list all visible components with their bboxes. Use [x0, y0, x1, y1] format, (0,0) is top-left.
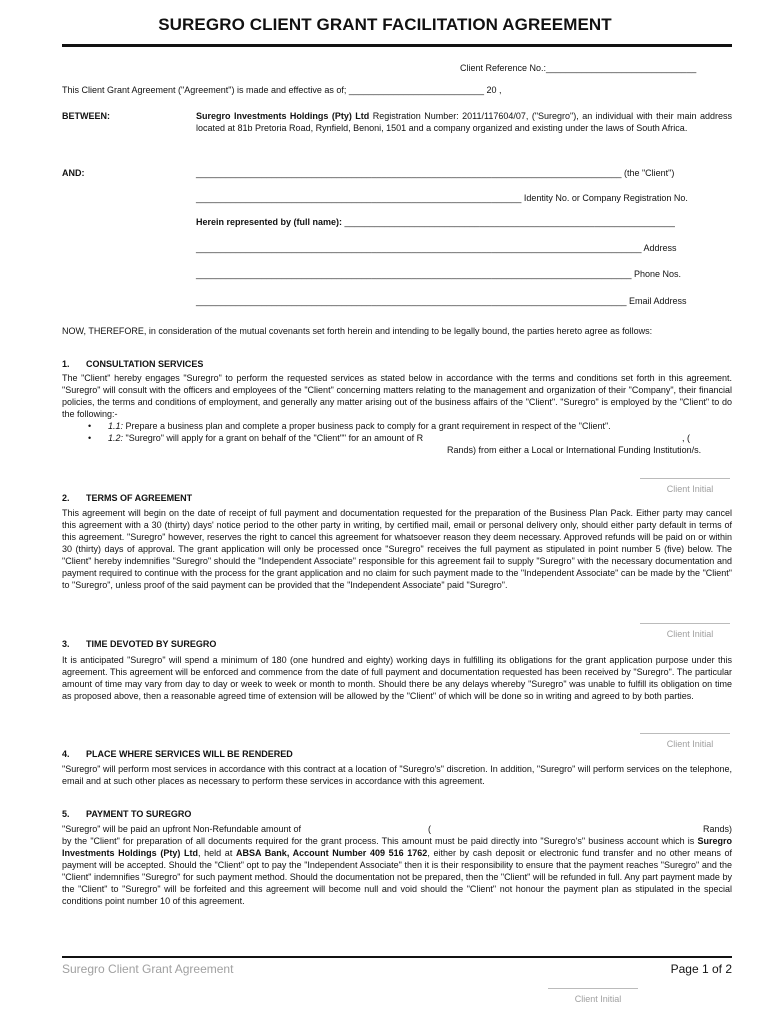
and-label: AND: [62, 168, 85, 178]
made-effective-line: This Client Grant Agreement ("Agreement") is made and effective as of; ___________________________ 20 , [62, 85, 502, 95]
bullet-1-2-text: "Suregro" will apply for a grant on behalf of the "Client"" for an amount of R [123, 433, 424, 443]
suregro-name: Suregro Investments Holdings (Pty) Ltd [196, 111, 370, 121]
section-5-body [62, 835, 732, 907]
section-5-heading [62, 808, 191, 820]
section-1-body: The "Client" hereby engages "Suregro" to perform the requested services as stated below in accordance with the terms and conditions set forth in this agreement. "Suregro" will consult with the officers and employees of the "Client" concerning matters relating to the management and organization of their "Company", their financial policies, the terms and conditions of employment, and generally any matter arising out of the business affairs of the "Client". "Suregro" is employed by the "Client" to do the following:- [62, 373, 732, 419]
client-initial-3-label: Client Initial [666, 739, 714, 749]
section-3-number: 3. [62, 639, 70, 649]
section-1-heading [62, 358, 203, 370]
section-2-body: This agreement will begin on the date of receipt of full payment and documentation requested for the preparation of the Business Plan Pack. Either party may cancel this agreement with a 30 (thirty) days' notice period to the other party in writing, by certified mail, email or personal delivery only, should either party default in terms of this agreement. "Suregro" however, reserves the right to cancel this agreement for whatsoever reason they deem necessary. Approved refunds will be paid on or within 30 (thirty) days of approval. The grant application will only be processed once "Suregro" receives the full payment as stipulated in point number 5 (five) below. The "Client" hereby indemnifies "Suregro" should the "Independent Associate" responsible for this agreement fail to supply "Suregro" with the necessary documentation and payment required to continue with the process for the grant application and no claim for such payment made to the "Independent Associate" can be made by the "Client" to "Suregro", unless proof of the said payment can be provided that the "Independent Associate" paid "Suregro". [62, 508, 732, 590]
client-initial-1[interactable] [640, 478, 730, 495]
section-5-body-a: by the "Client" for preparation of all documents required for the grant process. This amount must be paid directly into "Suregro's" business account which is [62, 836, 698, 846]
section-5-line1-a: "Suregro" will be paid an upfront Non-Refundable amount of [62, 824, 302, 834]
footer-document-name: Suregro Client Grant Agreement [62, 962, 234, 976]
section-1-bullets [62, 420, 732, 444]
client-initial-footer[interactable] [548, 988, 638, 1005]
section-5-body-b: , held at [197, 848, 236, 858]
address-line: _________________________________________________________________________________________ Address [196, 243, 677, 253]
section-4-body: "Suregro" will perform most services in accordance with this contract at a location of "Suregro's" discretion. In addition, "Suregro" will perform services on the telephone, email and at such other places as necessary to perform these services in accordance with this agreement. [62, 764, 732, 786]
client-reference-line: Client Reference No.:______________________________ [460, 63, 697, 73]
section-5-company: Suregro Investments Holdings (Pty) Ltd [62, 836, 732, 858]
bullet-1-2-end: Rands) from either a Local or International Funding Institution/s. [447, 445, 702, 455]
footer-rule [62, 956, 732, 958]
email-line: ______________________________________________________________________________________ Email Address [196, 296, 687, 306]
title-rule [62, 44, 732, 47]
represented-by-line [196, 216, 675, 228]
now-therefore-paragraph: NOW, THEREFORE, in consideration of the mutual covenants set forth herein and intending to be legally bound, the parties hereto agree as follows: [62, 326, 653, 336]
section-3-body: It is anticipated "Suregro" will spend a minimum of 180 (one hundred and eighty) working days in fulfilling its obligations for the grant application purpose under this agreement. This agreement will be enforced and commence from the date of full payment and documentation requested has been received by "Suregro". The particular amount of time may vary from day to day or week to week or month to month. Should there be any delays whereby "Suregro" was unable to fulfill its obligation on time as proposed above, then a reasonable agreed time of extension will be allowed by the "Client" of which will be done so in writing and agreed to by both parties. [62, 655, 732, 701]
section-5-body-c: , either by cash deposit or electronic fund transfer and no other means of payment will be accepted. Should the "Client" opt to pay the "Independent Associate" then it is their responsibility to ensure that the payment reaches "Suregro" and the "Client" indemnifies "Suregro" for such payment method. Should the documentation not be prepared, then the "Client" will be refunded in full. Any part payment made by the "Client" to "Suregro" will be forfeited and this agreement will become null and void should the "Client" not honour the payment plan as stipulated in the special conditions point number 10 of this agreement. [62, 848, 733, 906]
section-1-title: CONSULTATION SERVICES [86, 359, 204, 369]
suregro-details: Registration Number: 2011/117604/07, ("Suregro"), an individual with their main address located at 81b Pretoria Road, Rynfield, Benoni, 1501 and a company organized and existing under the laws of South Africa. [196, 111, 732, 133]
client-initial-2-label: Client Initial [666, 629, 714, 639]
phone-line: _______________________________________________________________________________________ Phone Nos. [196, 269, 681, 279]
section-5-title: PAYMENT TO SUREGRO [86, 809, 192, 819]
document-title: SUREGRO CLIENT GRANT FACILITATION AGREEMENT [158, 15, 612, 34]
section-5-number: 5. [62, 809, 70, 819]
section-4-number: 4. [62, 749, 70, 759]
section-5-bank: ABSA Bank, Account Number 409 516 1762 [235, 848, 428, 858]
represented-by-blank: __________________________________________________________________ [342, 217, 675, 227]
client-initial-3[interactable] [640, 733, 730, 750]
section-2-title: TERMS OF AGREEMENT [86, 493, 193, 503]
client-id-line: _________________________________________________________________ Identity No. or Company Registration No. [196, 193, 688, 203]
section-5-line1-b: ( [428, 824, 431, 834]
bullet-1-1-ref: 1.1: [108, 421, 124, 431]
client-name-line: _____________________________________________________________________________________ (the "Client") [196, 168, 675, 178]
section-3-heading [62, 638, 216, 650]
bullet-1-2-mid: , ( [682, 433, 690, 443]
section-2-number: 2. [62, 493, 70, 503]
between-label: BETWEEN: [62, 111, 110, 121]
bullet-1-1-text: Prepare a business plan and complete a proper business pack to comply for a grant requirement in respect of the "Client". [123, 421, 611, 431]
section-5-line1-c: Rands) [702, 824, 732, 834]
section-4-title: PLACE WHERE SERVICES WILL BE RENDERED [86, 749, 293, 759]
bullet-1-1 [62, 420, 732, 432]
section-1-number: 1. [62, 359, 70, 369]
page-number: Page 1 of 2 [670, 962, 732, 976]
section-2-heading [62, 492, 192, 504]
bullet-1-2-ref: 1.2: [108, 433, 124, 443]
section-3-title: TIME DEVOTED BY SUREGRO [86, 639, 217, 649]
client-initial-2[interactable] [640, 623, 730, 640]
between-party-block [196, 110, 732, 134]
bullet-1-2 [62, 432, 732, 444]
client-initial-1-label: Client Initial [666, 484, 714, 494]
represented-by-label: Herein represented by (full name): [196, 217, 343, 227]
client-initial-footer-label: Client Initial [574, 994, 622, 1004]
section-4-heading [62, 748, 293, 760]
